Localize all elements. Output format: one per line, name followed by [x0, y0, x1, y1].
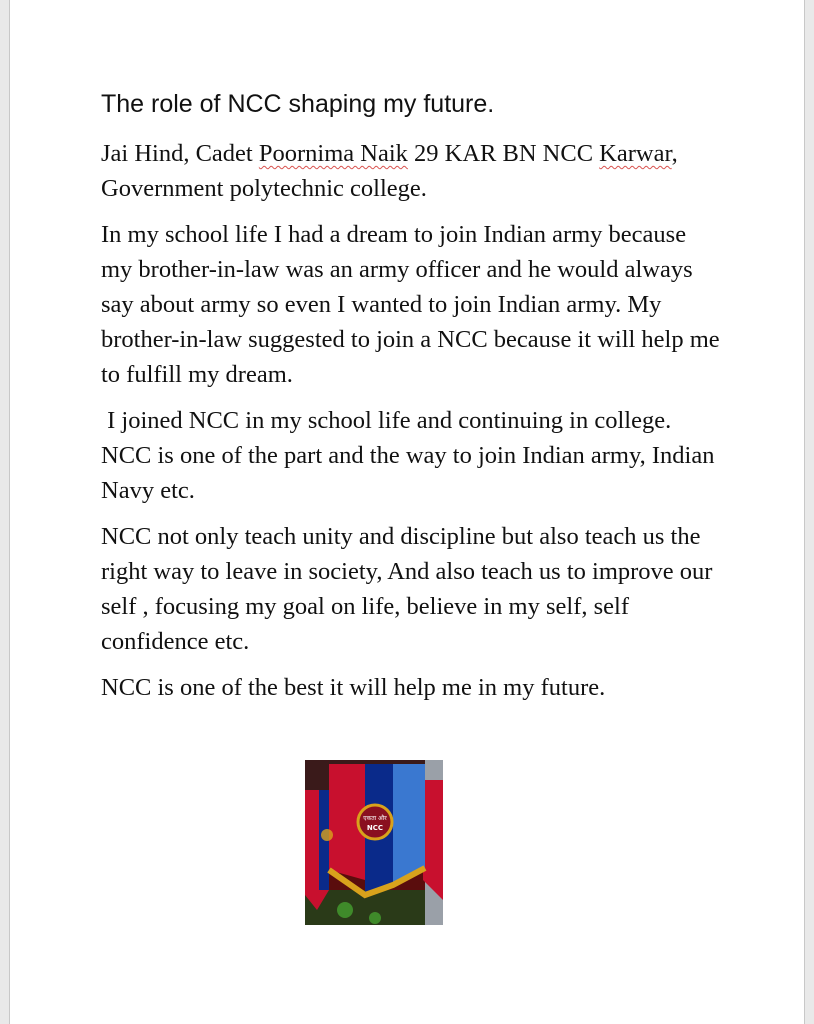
document-body	[101, 136, 721, 716]
intro-text-1: Jai Hind, Cadet	[101, 140, 259, 167]
cadet-name: Poornima Naik	[258, 140, 408, 167]
paragraph-4: NCC is one of the best it will help me in my future.	[101, 674, 606, 701]
ncc-flag-illustration	[305, 760, 443, 925]
paragraph-3: NCC not only teach unity and discipline but also teach us the right way to leave in society, And also teach us to improve our self , focusing my goal on life, believe in my self, self confidence etc.	[101, 523, 713, 655]
ncc-flag-photo	[305, 760, 443, 925]
intro-text-3: , Government polytechnic college.	[101, 140, 678, 202]
paragraph-2: I joined NCC in my school life and continuing in college. NCC is one of the part and the way to join Indian army, Indian Navy etc.	[101, 407, 721, 504]
intro-text-2: 29 KAR BN NCC	[407, 140, 600, 167]
emblem-top-text: एकता और	[363, 815, 387, 822]
emblem-ncc-text: NCC	[366, 824, 384, 832]
document-page	[9, 0, 805, 1024]
document-title: The role of NCC shaping my future.	[101, 90, 495, 118]
intro-paragraph	[101, 136, 721, 206]
paragraph-1: In my school life I had a dream to join Indian army because my brother-in-law was an army officer and he would always say about army so even I wanted to join Indian army. My brother-in-law suggested to join a NCC because it will help me to fulfill my dream.	[101, 221, 720, 388]
city-name: Karwar	[599, 140, 672, 167]
